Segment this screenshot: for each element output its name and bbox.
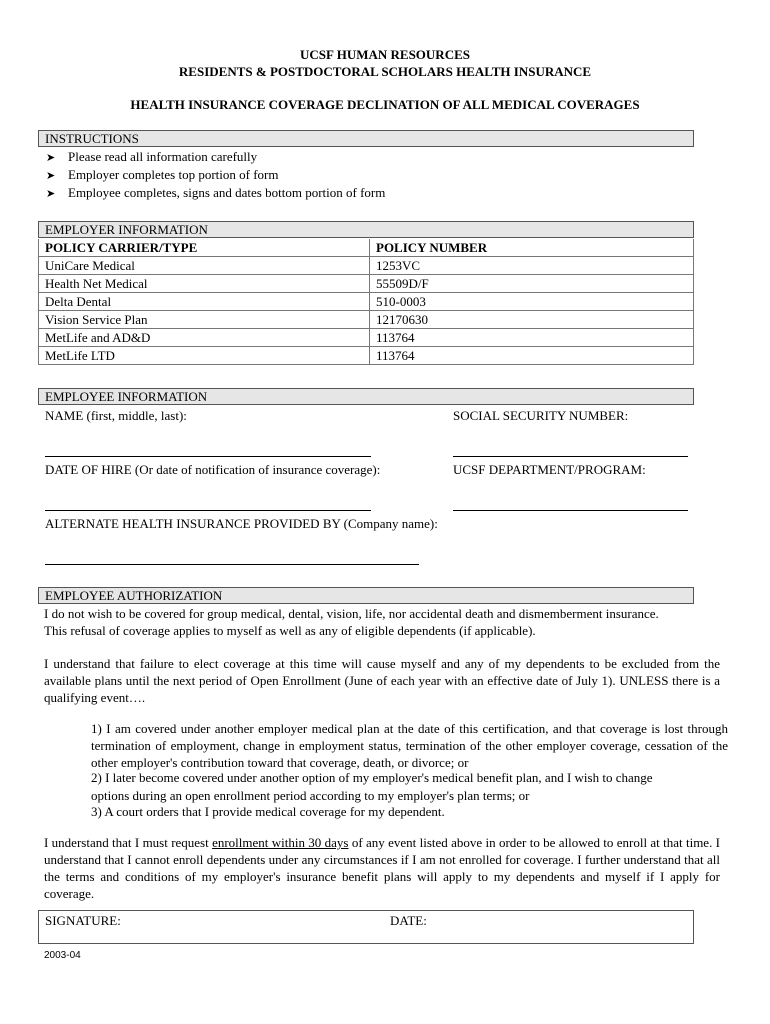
- signature-field[interactable]: [130, 912, 380, 940]
- policy-carrier: Health Net Medical: [39, 275, 370, 293]
- arrow-bullet-icon: ➤: [46, 152, 56, 164]
- date-label: DATE:: [390, 913, 427, 928]
- table-row: [39, 275, 694, 293]
- qualifying-event-3: 3) A court orders that I provide medical coverage for my dependent.: [91, 804, 445, 819]
- policy-carrier: MetLife LTD: [39, 347, 370, 365]
- name-field[interactable]: [45, 456, 371, 457]
- arrow-bullet-icon: ➤: [46, 188, 56, 200]
- employee-info-heading: EMPLOYEE INFORMATION: [38, 388, 694, 405]
- table-row: [39, 293, 694, 311]
- instruction-item: ➤ Employee completes, signs and dates bottom portion of form: [46, 185, 386, 200]
- failure-to-elect-paragraph: I understand that failure to elect coverage at this time will cause myself and any of my dependents to be excluded from the available plans until the next period of Open Enrollment (June of each year with an effective date of July 1). UNLESS there is a qualifying event….: [44, 656, 720, 705]
- policy-carrier: Delta Dental: [39, 293, 370, 311]
- department-field[interactable]: [453, 510, 688, 511]
- form-revision-code: 2003-04: [44, 950, 81, 961]
- enrollment-window-text: enrollment within 30 days: [212, 835, 349, 850]
- table-row: [39, 347, 694, 365]
- table-row: [39, 329, 694, 347]
- refusal-line-1: I do not wish to be covered for group medical, dental, vision, life, nor accidental death and dismemberment insurance.: [44, 606, 659, 621]
- instructions-heading: INSTRUCTIONS: [38, 130, 694, 147]
- enrollment-paragraph: I understand that I must request enrollment within 30 days of any event listed above in order to be allowed to enroll at that time. I understand that I cannot enroll dependents under any circumstances if I am not enrolled for coverage. I further understand that all the terms and conditions of my employer's insurance benefit plans will apply to my dependents and myself if I apply for coverage.: [44, 835, 720, 901]
- ssn-field[interactable]: [453, 456, 688, 457]
- policy-number: 113764: [370, 347, 694, 365]
- policy-number: 113764: [370, 329, 694, 347]
- policy-table: [38, 239, 694, 365]
- header-line-1: UCSF HUMAN RESOURCES: [300, 47, 470, 62]
- arrow-bullet-icon: ➤: [46, 170, 56, 182]
- authorization-heading: EMPLOYEE AUTHORIZATION: [38, 587, 694, 604]
- policy-number: 1253VC: [370, 257, 694, 275]
- name-label: NAME (first, middle, last):: [45, 408, 187, 423]
- instruction-item: ➤ Please read all information carefully: [46, 149, 258, 164]
- policy-number: 55509D/F: [370, 275, 694, 293]
- table-header-row: [39, 239, 694, 257]
- table-row: [39, 311, 694, 329]
- hire-date-label: DATE OF HIRE (Or date of notification of insurance coverage):: [45, 462, 381, 477]
- column-header-number: POLICY NUMBER: [370, 239, 694, 257]
- policy-carrier: UniCare Medical: [39, 257, 370, 275]
- hire-date-field[interactable]: [45, 510, 371, 511]
- form-title: HEALTH INSURANCE COVERAGE DECLINATION OF ALL MEDICAL COVERAGES: [130, 97, 640, 112]
- ssn-label: SOCIAL SECURITY NUMBER:: [453, 408, 629, 423]
- signature-label: SIGNATURE:: [45, 913, 121, 928]
- policy-number: 12170630: [370, 311, 694, 329]
- policy-carrier: MetLife and AD&D: [39, 329, 370, 347]
- table-row: [39, 257, 694, 275]
- qualifying-event-1: 1) I am covered under another employer medical plan at the date of this certification, and that coverage is lost through termination of employment, change in employment status, termination of the other employer coverage, cessation of the other employer's contribution toward that coverage, death, or divorce; or: [91, 721, 728, 770]
- alternate-insurance-field[interactable]: [45, 564, 419, 565]
- column-header-carrier: POLICY CARRIER/TYPE: [39, 239, 370, 257]
- policy-number: 510-0003: [370, 293, 694, 311]
- refusal-line-2: This refusal of coverage applies to myself as well as any of eligible dependents (if applicable).: [44, 623, 536, 638]
- header-line-2: RESIDENTS & POSTDOCTORAL SCHOLARS HEALTH INSURANCE: [178, 64, 592, 79]
- qualifying-event-2-line-1: 2) I later become covered under another option of my employer's medical benefit plan, and I wish to change: [91, 770, 653, 785]
- instruction-item: ➤ Employer completes top portion of form: [46, 167, 279, 182]
- alternate-insurance-label: ALTERNATE HEALTH INSURANCE PROVIDED BY (Company name):: [45, 516, 438, 531]
- date-field[interactable]: [436, 912, 686, 940]
- department-label: UCSF DEPARTMENT/PROGRAM:: [453, 462, 646, 477]
- qualifying-event-2-line-2: options during an open enrollment period according to my employer's plan terms; or: [91, 788, 530, 803]
- employer-info-heading: EMPLOYER INFORMATION: [38, 221, 694, 238]
- policy-carrier: Vision Service Plan: [39, 311, 370, 329]
